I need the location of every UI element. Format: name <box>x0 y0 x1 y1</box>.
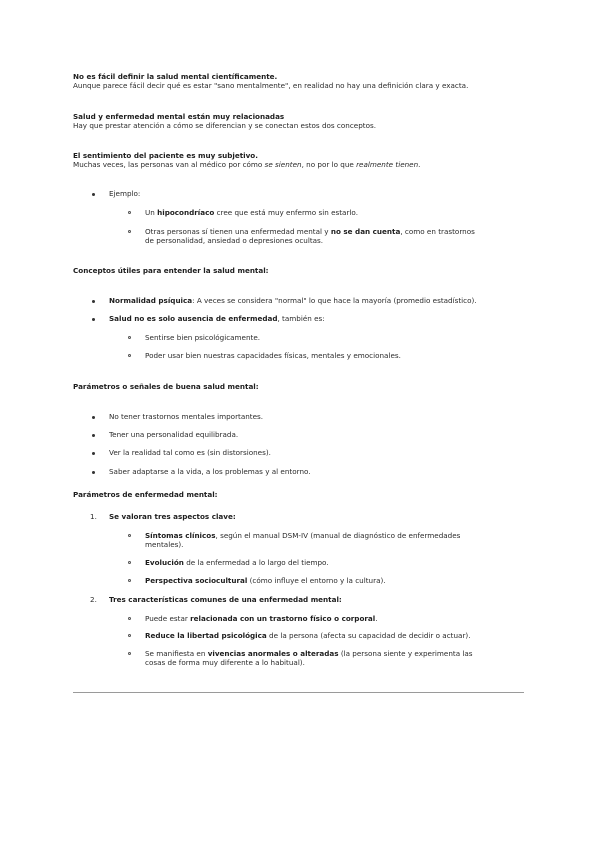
section-text: Aunque parece fácil decir qué es estar "sano mentalmente", en realidad no hay una definición clara y exacta. <box>73 81 469 90</box>
list-item: Síntomas clínicos, según el manual DSM-IV (manual de diagnóstico de enfermedades mentales). <box>145 531 461 549</box>
section-heading: Salud y enfermedad mental están muy relacionadas <box>73 112 285 121</box>
circle-marker <box>128 230 131 233</box>
list-item: Un hipocondríaco cree que está muy enfermo sin estarlo. <box>145 208 358 217</box>
list-item: Evolución de la enfermedad a lo largo del tiempo. <box>145 558 329 567</box>
list-item: Otras personas sí tienen una enfermedad mental y no se dan cuenta, como en trastornos de personalidad, ansiedad o depresiones ocultas. <box>145 227 475 245</box>
list-item: Reduce la libertad psicológica de la persona (afecta su capacidad de decidir o actuar). <box>145 631 471 640</box>
list-item: Ver la realidad tal como es (sin distorsiones). <box>109 448 271 457</box>
circle-marker <box>128 534 131 537</box>
list-item-example: Ejemplo: <box>109 189 141 198</box>
circle-marker <box>128 579 131 582</box>
list-item: Tres características comunes de una enfermedad mental: <box>109 595 342 604</box>
circle-marker <box>128 652 131 655</box>
list-item: No tener trastornos mentales importantes. <box>109 412 264 421</box>
bullet-marker <box>92 434 95 437</box>
list-item: Normalidad psíquica: A veces se considera "normal" lo que hace la mayoría (promedio estadístico). <box>109 296 477 305</box>
circle-marker <box>128 634 131 637</box>
list-item: Puede estar relacionada con un trastorno físico o corporal. <box>145 614 378 623</box>
section-definition <box>73 72 533 90</box>
list-item: Tener una personalidad equilibrada. <box>109 430 239 439</box>
bullet-marker <box>92 452 95 455</box>
list-item: Perspectiva sociocultural (cómo influye el entorno y la cultura). <box>145 576 386 585</box>
bullet-marker <box>92 300 95 303</box>
section-heading: Conceptos útiles para entender la salud mental: <box>73 266 269 275</box>
circle-marker <box>128 354 131 357</box>
list-number: 1. <box>90 512 97 521</box>
circle-marker <box>128 617 131 620</box>
circle-marker <box>128 336 131 339</box>
list-item: Sentirse bien psicológicamente. <box>145 333 261 342</box>
section-heading: Parámetros de enfermedad mental: <box>73 490 218 499</box>
horizontal-divider <box>73 692 524 693</box>
list-item: Se valoran tres aspectos clave: <box>109 512 236 521</box>
list-item: Salud no es solo ausencia de enfermedad, también es: <box>109 314 325 323</box>
list-item: Saber adaptarse a la vida, a los problemas y al entorno. <box>109 467 311 476</box>
list-item: Se manifiesta en vivencias anormales o alteradas (la persona siente y experimenta las cosas de forma muy diferente a lo habitual). <box>145 649 473 667</box>
list-number: 2. <box>90 595 97 604</box>
bullet-marker <box>92 318 95 321</box>
section-relation <box>73 112 533 130</box>
bullet-marker <box>92 471 95 474</box>
section-heading: No es fácil definir la salud mental científicamente. <box>73 72 278 81</box>
circle-marker <box>128 211 131 214</box>
section-text: Hay que prestar atención a cómo se diferencian y se conectan estos dos conceptos. <box>73 121 377 130</box>
bullet-marker <box>92 416 95 419</box>
section-text: Muchas veces, las personas van al médico por cómo se sienten, no por lo que realmente tienen. <box>73 160 421 169</box>
section-heading: Parámetros o señales de buena salud mental: <box>73 382 259 391</box>
list-item: Poder usar bien nuestras capacidades físicas, mentales y emocionales. <box>145 351 401 360</box>
bullet-marker <box>92 193 95 196</box>
circle-marker <box>128 561 131 564</box>
section-heading: El sentimiento del paciente es muy subjetivo. <box>73 151 258 160</box>
section-subjective <box>73 151 533 169</box>
